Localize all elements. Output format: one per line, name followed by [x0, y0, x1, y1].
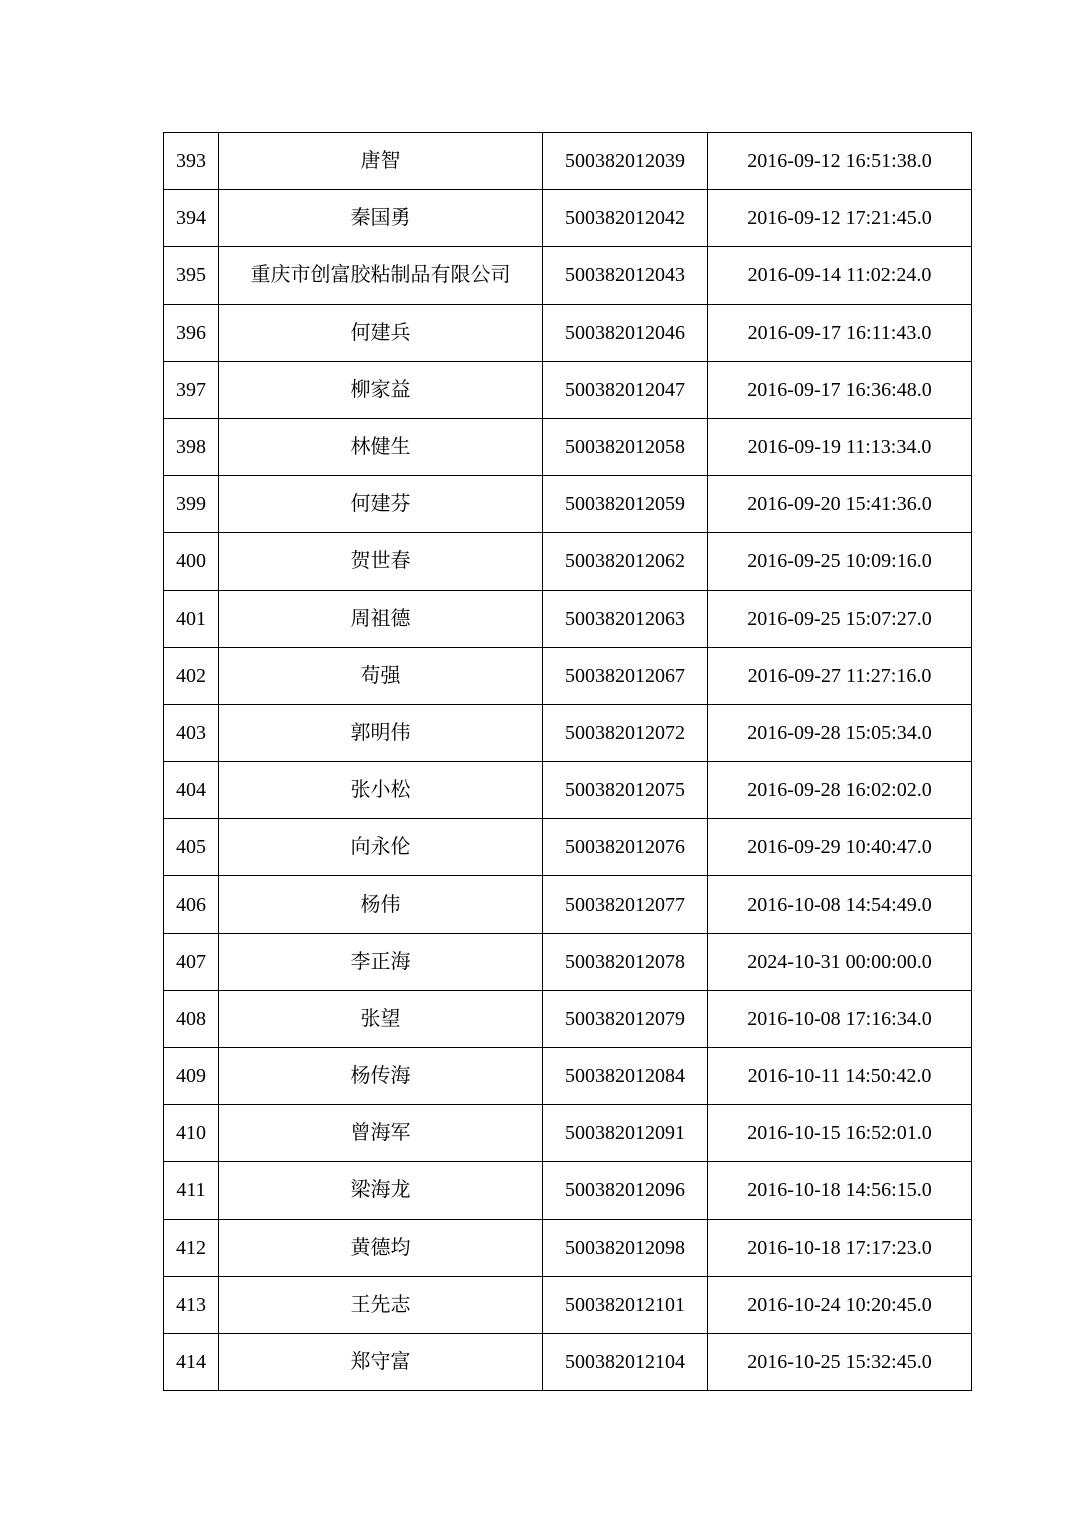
table-row	[164, 876, 972, 933]
table-row	[164, 476, 972, 533]
row-timestamp-cell: 2016-09-28 15:05:34.0	[708, 704, 972, 761]
row-timestamp-cell: 2016-10-18 14:56:15.0	[708, 1162, 972, 1219]
table-row	[164, 819, 972, 876]
row-id-cell: 500382012091	[543, 1105, 708, 1162]
row-id-cell: 500382012079	[543, 990, 708, 1047]
row-index-cell: 400	[164, 533, 219, 590]
row-id-cell: 500382012058	[543, 418, 708, 475]
row-id-cell: 500382012096	[543, 1162, 708, 1219]
row-timestamp-cell: 2016-10-08 14:54:49.0	[708, 876, 972, 933]
table-row	[164, 990, 972, 1047]
row-index-cell: 404	[164, 762, 219, 819]
row-id-cell: 500382012059	[543, 476, 708, 533]
row-name-cell: 周祖德	[219, 590, 543, 647]
row-index-cell: 405	[164, 819, 219, 876]
row-name-cell: 张望	[219, 990, 543, 1047]
table-row	[164, 247, 972, 304]
row-name-cell: 唐智	[219, 133, 543, 190]
row-index-cell: 414	[164, 1333, 219, 1390]
row-name-cell: 王先志	[219, 1276, 543, 1333]
row-index-cell: 398	[164, 418, 219, 475]
table-row	[164, 133, 972, 190]
row-id-cell: 500382012046	[543, 304, 708, 361]
table-row	[164, 304, 972, 361]
table-row	[164, 1105, 972, 1162]
table-row	[164, 1333, 972, 1390]
row-timestamp-cell: 2024-10-31 00:00:00.0	[708, 933, 972, 990]
row-index-cell: 406	[164, 876, 219, 933]
row-id-cell: 500382012101	[543, 1276, 708, 1333]
row-name-cell: 张小松	[219, 762, 543, 819]
row-name-cell: 李正海	[219, 933, 543, 990]
row-timestamp-cell: 2016-09-27 11:27:16.0	[708, 647, 972, 704]
row-name-cell: 苟强	[219, 647, 543, 704]
row-index-cell: 410	[164, 1105, 219, 1162]
row-id-cell: 500382012043	[543, 247, 708, 304]
row-timestamp-cell: 2016-09-12 16:51:38.0	[708, 133, 972, 190]
row-name-cell: 何建芬	[219, 476, 543, 533]
table-row	[164, 762, 972, 819]
row-timestamp-cell: 2016-09-28 16:02:02.0	[708, 762, 972, 819]
table-row	[164, 190, 972, 247]
row-timestamp-cell: 2016-10-24 10:20:45.0	[708, 1276, 972, 1333]
row-id-cell: 500382012072	[543, 704, 708, 761]
row-id-cell: 500382012062	[543, 533, 708, 590]
row-index-cell: 411	[164, 1162, 219, 1219]
row-name-cell: 何建兵	[219, 304, 543, 361]
row-id-cell: 500382012078	[543, 933, 708, 990]
row-name-cell: 黄德均	[219, 1219, 543, 1276]
row-name-cell: 秦国勇	[219, 190, 543, 247]
row-name-cell: 贺世春	[219, 533, 543, 590]
row-timestamp-cell: 2016-10-25 15:32:45.0	[708, 1333, 972, 1390]
registration-table	[163, 132, 972, 1391]
row-index-cell: 397	[164, 361, 219, 418]
row-id-cell: 500382012063	[543, 590, 708, 647]
row-name-cell: 杨伟	[219, 876, 543, 933]
row-index-cell: 402	[164, 647, 219, 704]
row-index-cell: 409	[164, 1048, 219, 1105]
row-name-cell: 柳家益	[219, 361, 543, 418]
row-id-cell: 500382012098	[543, 1219, 708, 1276]
row-index-cell: 396	[164, 304, 219, 361]
table-row	[164, 361, 972, 418]
row-name-cell: 郭明伟	[219, 704, 543, 761]
row-index-cell: 401	[164, 590, 219, 647]
row-id-cell: 500382012104	[543, 1333, 708, 1390]
table-row	[164, 704, 972, 761]
row-id-cell: 500382012076	[543, 819, 708, 876]
row-timestamp-cell: 2016-10-11 14:50:42.0	[708, 1048, 972, 1105]
row-name-cell: 曾海军	[219, 1105, 543, 1162]
row-timestamp-cell: 2016-09-20 15:41:36.0	[708, 476, 972, 533]
row-timestamp-cell: 2016-10-15 16:52:01.0	[708, 1105, 972, 1162]
table-row	[164, 590, 972, 647]
row-id-cell: 500382012075	[543, 762, 708, 819]
row-id-cell: 500382012039	[543, 133, 708, 190]
row-timestamp-cell: 2016-09-19 11:13:34.0	[708, 418, 972, 475]
table-body	[164, 133, 972, 1391]
row-timestamp-cell: 2016-09-17 16:36:48.0	[708, 361, 972, 418]
row-timestamp-cell: 2016-09-25 10:09:16.0	[708, 533, 972, 590]
table-row	[164, 1219, 972, 1276]
row-timestamp-cell: 2016-09-25 15:07:27.0	[708, 590, 972, 647]
row-index-cell: 413	[164, 1276, 219, 1333]
row-index-cell: 407	[164, 933, 219, 990]
row-timestamp-cell: 2016-09-29 10:40:47.0	[708, 819, 972, 876]
row-timestamp-cell: 2016-09-12 17:21:45.0	[708, 190, 972, 247]
row-timestamp-cell: 2016-10-18 17:17:23.0	[708, 1219, 972, 1276]
row-timestamp-cell: 2016-09-17 16:11:43.0	[708, 304, 972, 361]
table-row	[164, 1048, 972, 1105]
row-index-cell: 412	[164, 1219, 219, 1276]
row-index-cell: 403	[164, 704, 219, 761]
table-row	[164, 647, 972, 704]
row-index-cell: 394	[164, 190, 219, 247]
row-id-cell: 500382012047	[543, 361, 708, 418]
table-row	[164, 1276, 972, 1333]
row-index-cell: 393	[164, 133, 219, 190]
row-name-cell: 向永伦	[219, 819, 543, 876]
row-name-cell: 重庆市创富胶粘制品有限公司	[219, 247, 543, 304]
row-timestamp-cell: 2016-09-14 11:02:24.0	[708, 247, 972, 304]
row-name-cell: 林健生	[219, 418, 543, 475]
table-row	[164, 418, 972, 475]
row-id-cell: 500382012067	[543, 647, 708, 704]
row-index-cell: 395	[164, 247, 219, 304]
row-id-cell: 500382012077	[543, 876, 708, 933]
row-name-cell: 杨传海	[219, 1048, 543, 1105]
row-name-cell: 梁海龙	[219, 1162, 543, 1219]
table-row	[164, 933, 972, 990]
row-name-cell: 郑守富	[219, 1333, 543, 1390]
row-index-cell: 399	[164, 476, 219, 533]
table-row	[164, 1162, 972, 1219]
row-id-cell: 500382012084	[543, 1048, 708, 1105]
row-index-cell: 408	[164, 990, 219, 1047]
row-id-cell: 500382012042	[543, 190, 708, 247]
table-row	[164, 533, 972, 590]
row-timestamp-cell: 2016-10-08 17:16:34.0	[708, 990, 972, 1047]
